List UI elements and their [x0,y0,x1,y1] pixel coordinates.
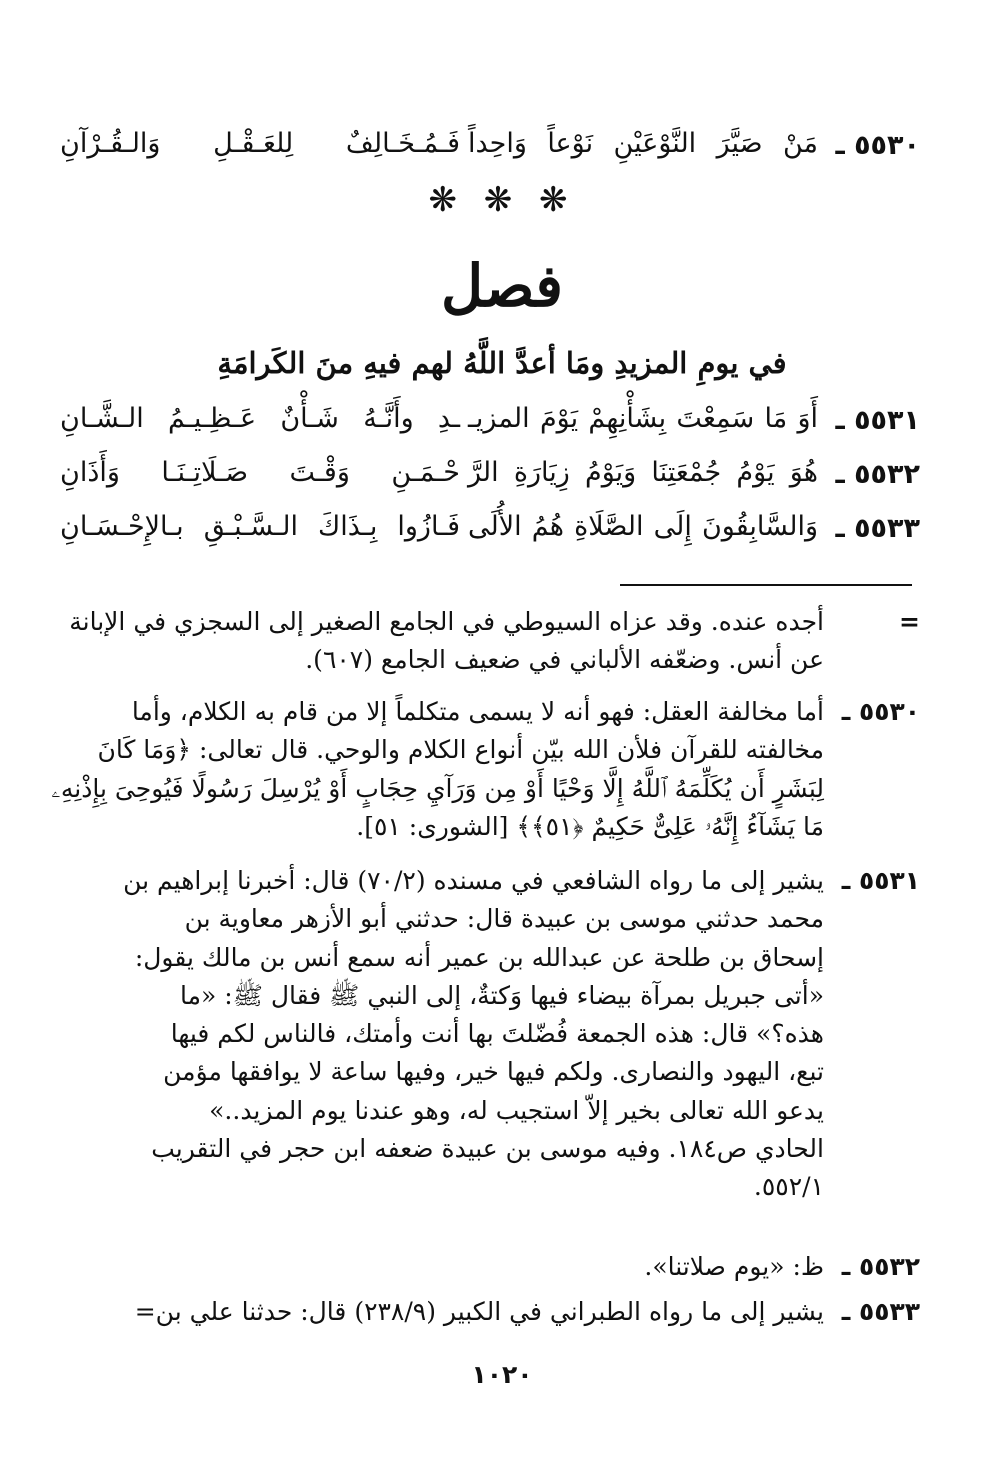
footnote-line: يشير إلى ما رواه الشافعي في مسنده (٧٠/٢) قال: أخبرنا إبراهيم بن [123,866,824,895]
page-number: ١٠٢٠ [471,1360,533,1389]
footnote-line: لِبَشَرٍ أَن يُكَلِّمَهُ ٱللَّهُ إِلَّا وَحْيًا أَوْ مِن وَرَآيِ حِجَابٍ أَوْ يُرْسِلَ رَسُولًا فَيُوحِىَ بِإِذْنِهِۦ [51,773,824,803]
footnote-line: إسحاق بن طلحة عن عبدالله بن عمير أنه سمع أنس بن مالك يقول: [134,942,824,972]
footnote-line: الحادي ص١٨٤. وفيه موسى بن عبيدة ضعفه ابن حجر في التقريب [151,1134,824,1164]
verse-first-hemistich: وَالسَّابِقُونَ إِلَى الصَّلَاةِ هُمُ الأُلَى [468,511,818,542]
footnote-line: يشير إلى ما رواه الطبراني في الكبير (٢٣٨/٩) قال: حدثنا علي بن= [134,1297,824,1326]
footnote-line: ٥٥٢/١. [753,1172,824,1202]
footnote-line: يدعو الله تعالى بخير إلاّ استجيب له، وهو عندنا يوم المزيد..» [209,1095,824,1125]
footnote-body [51,693,824,846]
footnote-body [58,1248,824,1286]
footnote-marker: ٥٥٣٣ ـ [841,1297,920,1326]
footnote-line: ظ: «يوم صلاتنا». [644,1252,824,1281]
footnote-marker: = [899,607,920,636]
verse-number: ٥٥٣٢ ـ [835,459,920,490]
verse-5530 [60,128,920,172]
footnote-separator-rule [620,584,912,586]
verse-5531 [60,403,920,447]
footnote-line: عن أنس. وضعّفه الألباني في ضعيف الجامع (٦٠٧). [305,645,824,675]
verse-second-hemistich: حْـمَـنِ وَقْـتَ صَـلَاتِـنَـا وَأَذَانِ [60,457,460,488]
verse-number: ٥٥٣١ ـ [835,405,920,436]
verse-second-hemistich: فَـازُوا بِـذَاكَ الـسَّـبْـقِ بـالإِحْـسَـانِ [60,511,460,542]
footnote-line: هذه؟» قال: هذه الجمعة فُضّلتَ بها أنت وأمتك، فالناس لكم فيها [170,1019,824,1049]
footnote-marker: ٥٥٣١ ـ [841,866,920,895]
verse-number: ٥٥٣٣ ـ [835,513,920,544]
footnote-line: مَا يَشَآءُ إِنَّهُۥ عَلِىٌّ حَكِيمٌ ﴿٥١﴾﴾ [الشورى: ٥١]. [356,811,824,841]
footnote-line: مخالفته للقرآن فلأن الله بيّن أنواع الكلام والوحي. قال تعالى: ﴿وَمَا كَانَ [97,735,824,765]
verse-second-hemistich: فَـمُـخَـالِفٌ لِلعَـقْـلِ وَالـقُـرْآنِ [60,128,460,159]
footnote-line: «أتى جبريل بمرآة بيضاء فيها وَكتةٌ، إلى النبي ﷺ فقال ﷺ: «ما [180,980,824,1010]
footnote-line: أما مخالفة العقل: فهو أنه لا يسمى متكلماً إلا من قام به الكلام، وأما [131,697,824,726]
verse-second-hemistich: ـدِ وأَنَّـهُ شَـأْنٌ عَـظِـيـمُ الـشَّـانِ [60,403,460,434]
footnote-marker: ٥٥٣٢ ـ [841,1252,920,1281]
section-subtitle: في يومِ المزيدِ ومَا أعدَّ اللَّهُ لهم فيهِ منَ الكَرامَةِ [217,346,787,380]
verse-5533 [60,511,920,555]
verse-first-hemistich: هُوَ يَوْمُ جُمْعَتِنَا وَيَوْمُ زِيَارَةِ الرَّ [468,457,818,488]
footnote-body [58,862,824,1207]
verse-5532 [60,457,920,501]
footnote-line: محمد حدثني موسى بن عبيدة قال: حدثني أبو الأزهر معاوية بن [184,904,824,934]
footnote-5530 [51,693,920,846]
verse-number: ٥٥٣٠ ـ [835,130,920,161]
section-title: فصل [441,252,563,320]
footnote-marker: ٥٥٣٠ ـ [841,697,920,726]
footnote-5531 [58,862,920,1207]
verse-first-hemistich: أَوَ مَا سَمِعْتَ بِشَأْنِهِمْ يَوْمَ المزيـ [468,403,818,434]
footnote-continuation [58,603,920,680]
footnote-line: تبع، اليهود والنصارى. ولكم فيها خير، وفيها ساعة لا يوافقها مؤمن [163,1057,824,1087]
verse-first-hemistich: مَنْ صَيَّرَ النَّوْعَيْنِ نَوْعاً وَاحِداً [468,128,818,159]
footnote-line: أجده عنده. وقد عزاه السيوطي في الجامع الصغير إلى السجزي في الإبانة [69,607,824,636]
separator-stars: ❋ ❋ ❋ [428,180,576,220]
footnote-5533 [58,1293,920,1331]
footnote-body [58,1293,824,1331]
footnote-5532 [58,1248,920,1286]
footnote-body [58,603,824,680]
